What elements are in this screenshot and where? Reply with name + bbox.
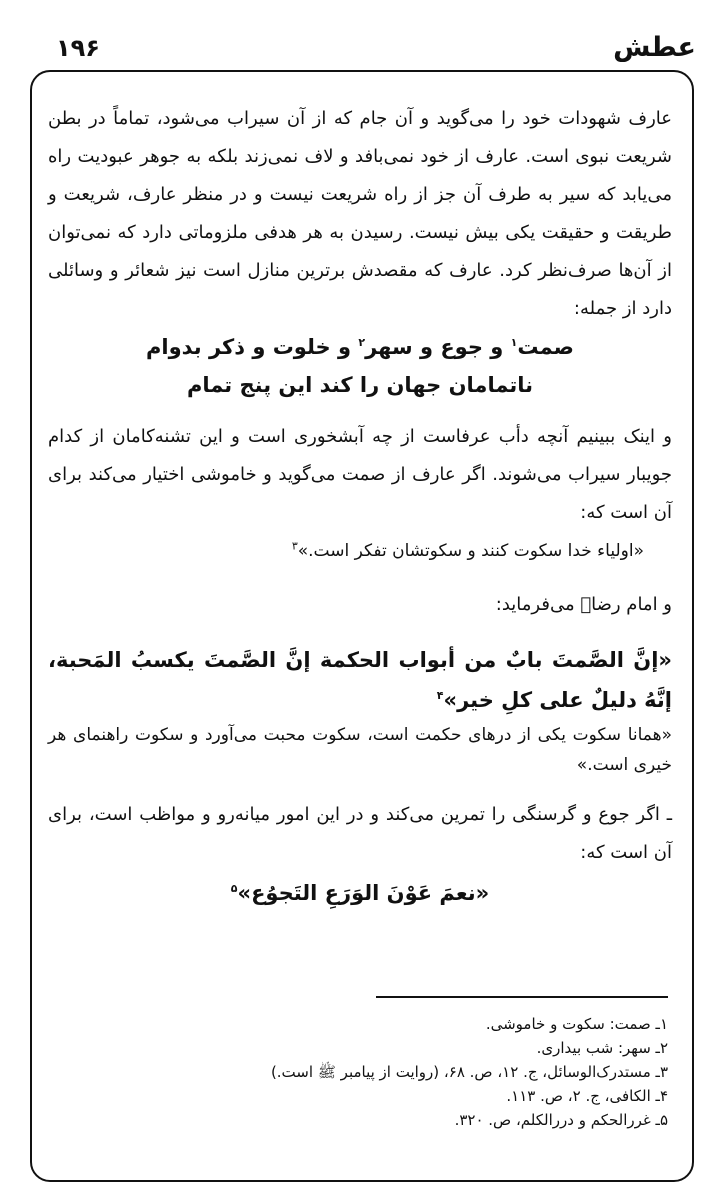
- verse-word-samt: صمت: [517, 335, 574, 359]
- running-title: عطش: [613, 32, 696, 63]
- footnote-ref-5[interactable]: ۵: [230, 882, 238, 895]
- quote-1-text: «اولیاء خدا سکوت کنند و سکوتشان تفکر است.»: [297, 541, 644, 561]
- imam-intro: و امام رضاؑ می‌فرماید:: [495, 594, 672, 615]
- paragraph-3: ـ اگر جوع و گرسنگی را تمرین می‌کند و در این امور میانه‌رو و مواظب است، برای آن است که:: [48, 804, 672, 863]
- arabic-hadith: [48, 640, 672, 720]
- paragraph-1: عارف شهودات خود را می‌گوید و آن جام که از آن سیراب می‌شود، تماماً در بطن شریعت نبوی است. عارف از خود نمی‌بافد و لاف نمی‌زند بلکه به جوهر عبودیت راه می‌یابد که سیر به طرف آن جز از راه شریعت نیست و در منظر عارف، شریعت و طریقت و حقیقت یکی بیش نیست. رسیدن به هر هدفی ملزوماتی دارد که نمی‌توان از آن‌ها صرف‌نظر کرد. عارف که مقصدش برترین منازل است نیز شعائر و وسائلی دارد از جمله:: [48, 108, 672, 319]
- footnotes: [68, 1012, 668, 1132]
- arabic-saying: [48, 874, 672, 912]
- poem-verse: [48, 328, 672, 404]
- footnote-ref-3[interactable]: ۳: [291, 539, 298, 553]
- verse-part-b: و جوع و سهر: [365, 335, 511, 359]
- hadith-translation: «همانا سکوت یکی از درهای حکمت است، سکوت محبت می‌آورد و سکوت راهنمای هر خیری است.»: [48, 725, 672, 775]
- arabic-saying-text: «نعمَ عَوْنَ الوَرَعِ التَجوُع»: [237, 881, 490, 905]
- footnote-ref-1[interactable]: ۱: [510, 336, 518, 349]
- body-text: [48, 100, 672, 912]
- verse-part-c: و خلوت و ذکر بدوام: [146, 335, 359, 359]
- footnote-ref-2[interactable]: ۲: [358, 336, 366, 349]
- footnote-divider: [376, 996, 668, 998]
- footnote-item: ۴ـ الکافی، ج. ۲، ص. ۱۱۳.: [506, 1087, 668, 1105]
- footnote-item: ۳ـ مستدرک‌الوسائل، ج. ۱۲، ص. ۶۸، (روایت از پیامبر ﷺ است.): [270, 1063, 668, 1081]
- verse-line-1: [48, 328, 672, 366]
- paragraph-2: و اینک ببینیم آنچه دأب عرفاست از چه آبشخوری است و این تشنه‌کامان از کدام جویبار سیراب می‌شوند. اگر عارف از صمت می‌گوید و خاموشی اختیار می‌کند برای آن است که:: [48, 426, 672, 523]
- footnote-ref-4[interactable]: ۴: [436, 689, 444, 702]
- page-number: ۱۹۶: [56, 34, 100, 62]
- footnote-item: ۵ـ غررالحکم و دررالکلم، ص. ۳۲۰.: [454, 1111, 668, 1129]
- footnote-item: ۱ـ صمت: سکوت و خاموشی.: [485, 1015, 668, 1033]
- footnote-item: ۲ـ سهر: شب بیداری.: [536, 1039, 668, 1057]
- verse-line-2: ناتمامان جهان را کند این پنج تمام: [186, 373, 534, 397]
- quote-1: [48, 532, 672, 570]
- arabic-hadith-text: «إنَّ الصَّمتَ بابٌ من أبواب الحکمة إنَّ الصَّمتَ یکسبُ المَحبة، إنَّهُ دلیلٌ علی کلِ خیر»: [48, 648, 672, 712]
